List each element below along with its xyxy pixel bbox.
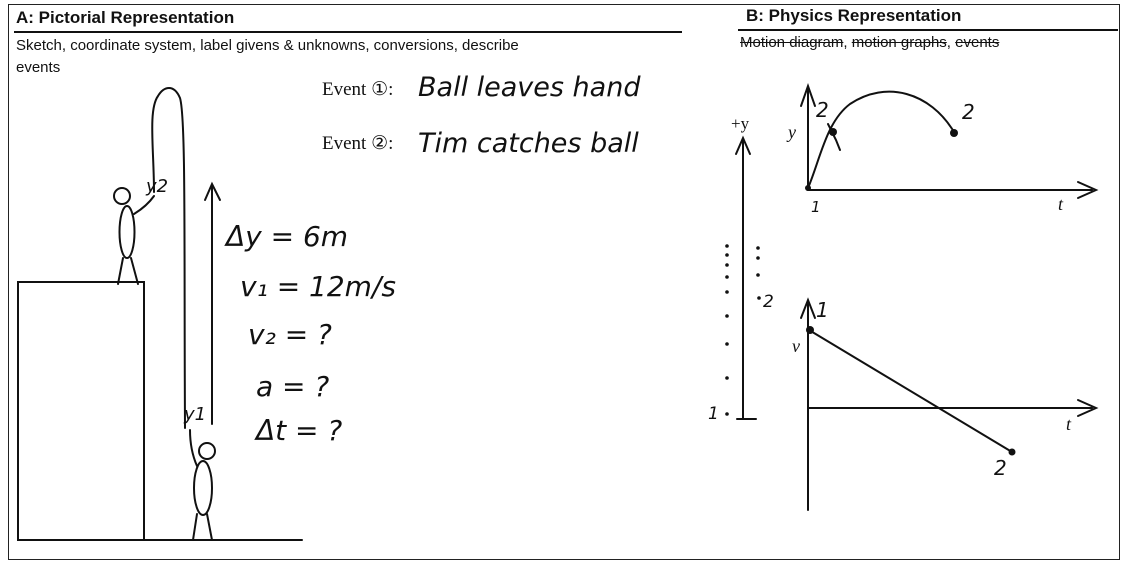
event-2-text: Tim catches ball	[418, 128, 639, 159]
velocity-end-label: 2	[994, 456, 1007, 480]
motion-axis-label: +y	[731, 114, 750, 133]
position-start-dot	[805, 185, 811, 191]
velocity-y-label: v	[792, 336, 800, 356]
label-y1: y1	[184, 404, 207, 425]
known-delta-y: Δy = 6m	[226, 220, 349, 253]
velocity-start-label: 1	[816, 298, 829, 322]
position-mark	[828, 124, 840, 150]
position-end-label: 2	[962, 100, 975, 124]
motion-top-label: 2	[763, 292, 774, 312]
person-bottom	[190, 430, 215, 540]
velocity-start-dot	[806, 326, 814, 334]
position-origin-label: 1	[811, 198, 821, 216]
section-a-instructions-line1: Sketch, coordinate system, label givens & unknowns, conversions, describe	[16, 37, 519, 54]
position-end-dot	[950, 129, 958, 137]
subtitle-sep-2: ,	[946, 34, 956, 51]
section-a-instructions-line2: events	[16, 59, 61, 76]
position-x-label: t	[1058, 194, 1064, 214]
event-1-label: Event ①:	[322, 79, 394, 100]
person-top	[114, 188, 154, 284]
section-a-title: A: Pictorial Representation	[16, 8, 235, 27]
building	[18, 282, 144, 540]
motion-dots-down	[756, 246, 761, 300]
position-point-label: 2	[816, 98, 829, 122]
struck-motion-graphs: motion graphs	[851, 34, 947, 51]
velocity-x-label: t	[1066, 414, 1072, 434]
velocity-end-dot	[1009, 449, 1016, 456]
unknown-v2: v₂ = ?	[248, 318, 332, 351]
section-b-title: B: Physics Representation	[746, 6, 962, 25]
position-curve	[808, 92, 954, 188]
struck-motion-diagram: Motion diagram	[740, 34, 844, 51]
unknown-delta-t: Δt = ?	[256, 414, 343, 447]
label-y2: y2	[146, 176, 169, 197]
unknown-a: a = ?	[256, 370, 330, 403]
ball-trajectory	[152, 88, 185, 428]
struck-events: events	[955, 34, 1000, 51]
event-1-text: Ball leaves hand	[418, 72, 641, 103]
event-2-label: Event ②:	[322, 133, 394, 154]
motion-bottom-label: 1	[708, 404, 719, 424]
position-point-dot	[829, 128, 837, 136]
known-v1: v₁ = 12m/s	[240, 270, 396, 303]
subtitle-sep-1: ,	[843, 34, 852, 51]
position-y-label: y	[788, 122, 796, 142]
motion-dots-up	[725, 244, 729, 416]
velocity-line	[809, 330, 1012, 452]
